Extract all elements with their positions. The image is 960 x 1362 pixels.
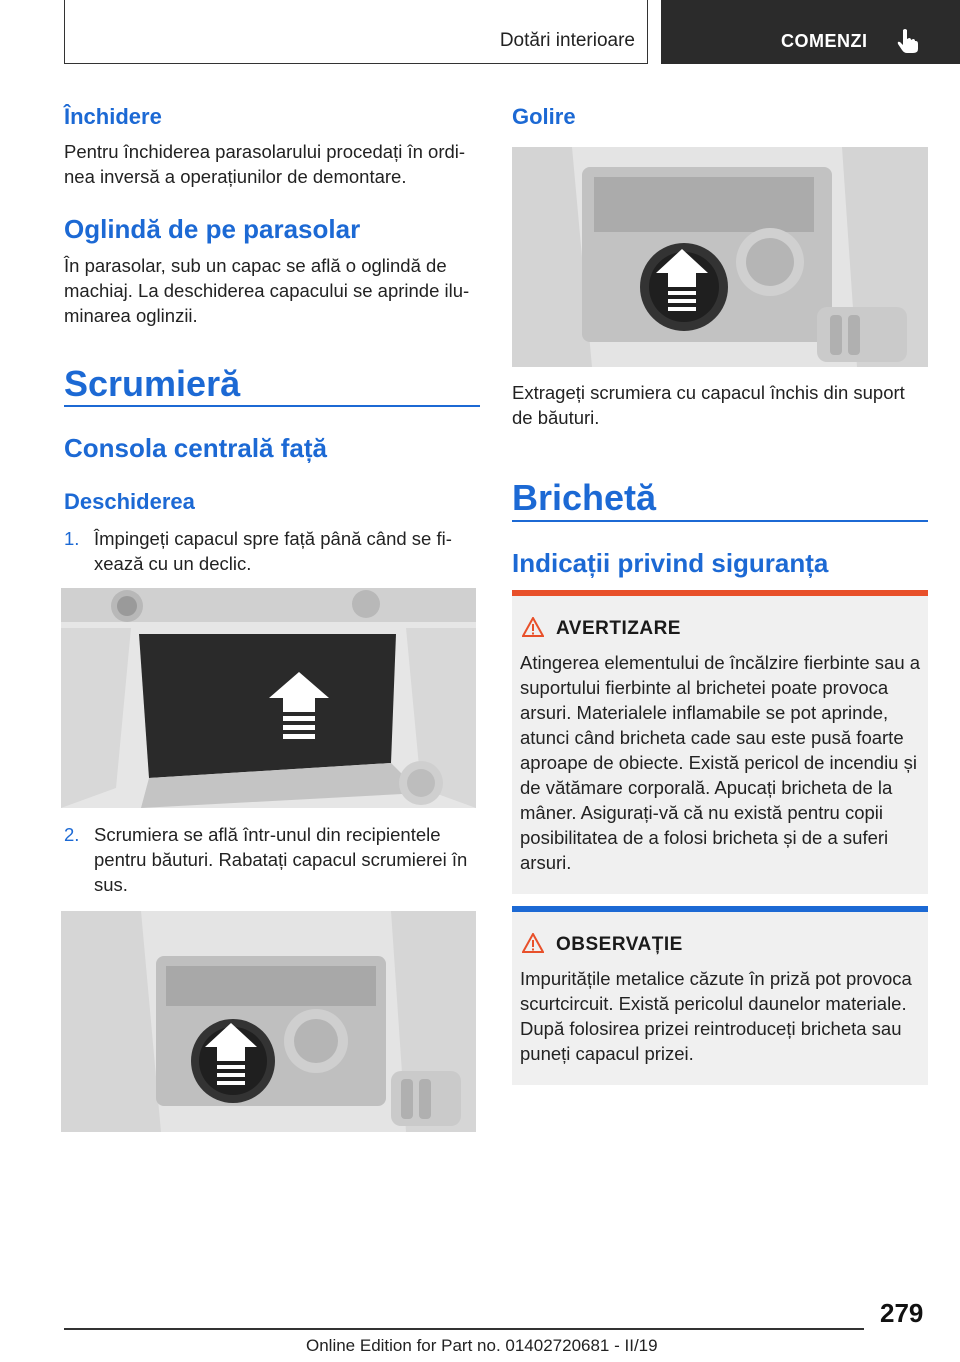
footer-edition: Online Edition for Part no. 01402720681 - II/19 [306, 1336, 658, 1355]
header-section-box [64, 0, 648, 64]
header-chapter-title: COMENZI [781, 31, 868, 51]
empty-heading: Golire [512, 104, 576, 129]
closing-heading: Închidere [64, 104, 162, 129]
footer-rule [64, 1328, 864, 1330]
console-heading: Consola centrală față [64, 433, 327, 463]
ashtray-rule [64, 405, 480, 407]
lighter-rule [512, 520, 928, 522]
safety-heading: Indicații privind siguranța [512, 548, 829, 578]
opening-heading: Deschiderea [64, 489, 195, 514]
lighter-heading: Brichetă [512, 477, 657, 518]
notice-bar [512, 906, 928, 912]
step1-number: 1. [64, 528, 80, 549]
remove-ashtray-image [512, 147, 928, 367]
page-number: 279 [880, 1298, 924, 1328]
empty-paragraph: Extrageți scrumiera cu capacul închis din suport de băuturi. [512, 382, 905, 428]
notice-box [512, 906, 928, 1085]
mirror-paragraph: În parasolar, sub un capac se află o oglindă de machiaj. La deschiderea capacului se aprinde ilu-minarea oglinzii. [64, 255, 470, 326]
warning-label: AVERTIZARE [556, 618, 681, 639]
pointing-hand-icon [897, 28, 919, 54]
step2-number: 2. [64, 824, 80, 845]
warning-bar [512, 590, 928, 596]
ashtray-heading: Scrumieră [64, 363, 241, 404]
notice-triangle-icon [522, 933, 544, 953]
notice-text: Impuritățile metalice căzute în priză pot provoca scurtcircuit. Există pericolul daunelor materiale. După folosirea prizei reintroduceți bricheta sau puneți capacul prizei. [520, 968, 912, 1064]
step2-text: Scrumiera se află într-unul din recipientele pentru băuturi. Rabatați capacul scrumierei în sus. [94, 824, 468, 895]
mirror-heading: Oglindă de pe parasolar [64, 214, 361, 244]
header-chapter-tab[interactable] [661, 0, 960, 64]
header-section-title: Dotări interioare [499, 30, 635, 51]
closing-paragraph: Pentru închiderea parasolarului procedați în ordi-nea inversă a operațiunilor de demontare. [64, 141, 466, 187]
warning-triangle-icon [522, 617, 544, 637]
console-cover-image [61, 588, 476, 808]
step1-text: Împingeți capacul spre față până când se fi-xează cu un declic. [94, 528, 452, 574]
warning-box [512, 590, 928, 894]
cupholder-ashtray-image [61, 911, 476, 1132]
notice-label: OBSERVAȚIE [556, 934, 683, 955]
warning-text: Atingerea elementului de încălzire fierbinte sau a suportului fierbinte al brichetei poate provoca arsuri. Materialele inflamabile se pot aprinde, atunci când bricheta cade sau este pusă foarte aproape de obiecte. Există pericol de incendiu și de vătămare corporală. Apucați bricheta de la mâner. Asigurați-vă că nu există pentru copii posibilitatea de a folosi bricheta și de a suferi arsuri. [520, 652, 921, 873]
